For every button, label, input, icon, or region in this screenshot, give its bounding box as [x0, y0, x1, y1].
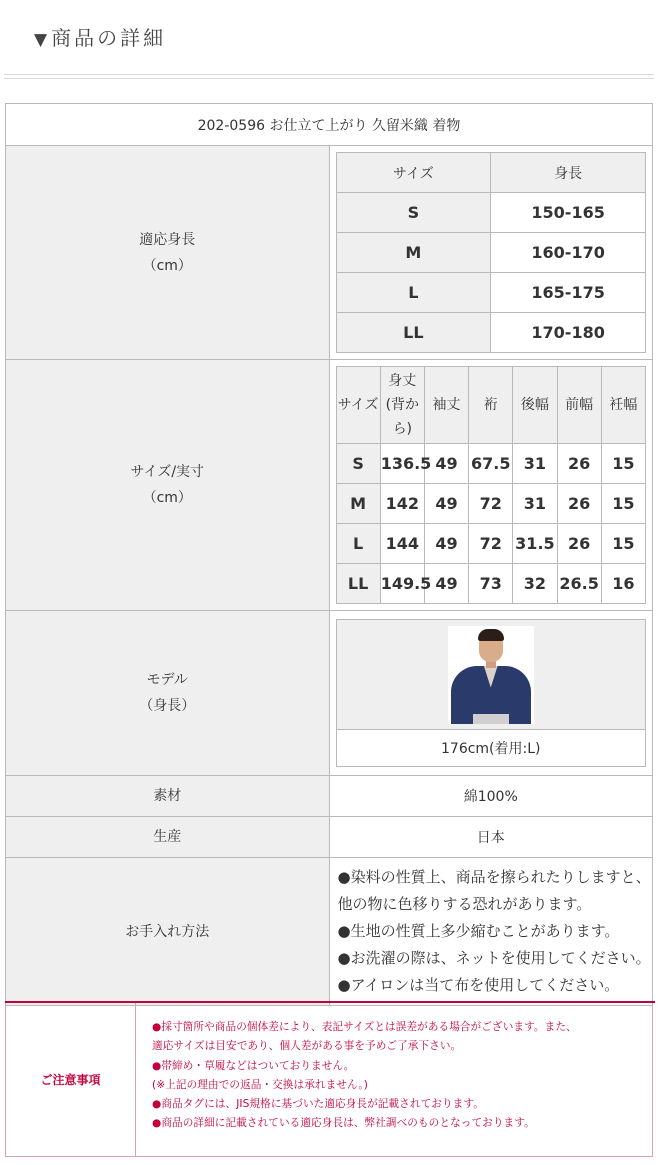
notice-table	[5, 1002, 653, 1157]
actual-size-cell	[329, 360, 653, 611]
model-caption: 176cm(着用:L)	[336, 730, 646, 767]
material-label: 素材	[6, 776, 330, 817]
table-row: M 160-170	[336, 233, 646, 273]
material-value: 綿100%	[329, 776, 653, 817]
fit-height-cell	[329, 146, 653, 360]
table-row: S 136.5 49 67.5 31 26 15	[336, 444, 646, 484]
actual-size-table	[336, 366, 647, 604]
model-box	[336, 619, 647, 767]
model-cell	[329, 611, 653, 776]
model-photo-area	[336, 620, 646, 730]
header-size: サイズ	[336, 153, 491, 193]
model-photo	[448, 626, 534, 724]
notice-top-border	[5, 1001, 655, 1003]
heading-divider-bottom	[4, 78, 654, 79]
care-instructions: ●染料の性質上、商品を擦られたりしますと、 他の物に色移りする恐れがあります。 ●生地の性質上多少縮むことがあります。 ●お洗濯の際は、ネットを使用してください。 ●アイロンは当て布を使用してください。	[329, 858, 653, 1006]
origin-label: 生産	[6, 817, 330, 858]
fit-height-label: 適応身長 （cm）	[6, 146, 330, 360]
undergarment-shape	[473, 714, 509, 724]
triangle-down-icon: ▼	[34, 30, 48, 50]
notice-body: ●採寸箇所や商品の個体差により、表記サイズとは誤差がある場合がございます。また、 適応サイズは目安であり、個人差がある事を予めご了承下さい。 ●帯締め・草履などはついておりません。 (※上記の理由での返品・交換は承れません。) ●商品タグには、JIS規格に基づいた適応身長が記載されております。 ●商品の詳細に記載されている適応身長は、弊社調べのものとなっております。	[136, 1003, 653, 1157]
fit-height-table	[336, 152, 647, 353]
care-label: お手入れ方法	[6, 858, 330, 1006]
table-header-row	[336, 153, 646, 193]
section-heading-text: 商品の詳細	[51, 26, 167, 50]
table-row: LL 170-180	[336, 313, 646, 353]
model-label: モデル （身長）	[6, 611, 330, 776]
actual-size-label: サイズ/実寸 （cm）	[6, 360, 330, 611]
section-heading	[34, 22, 166, 54]
header-height: 身長	[491, 153, 646, 193]
table-row: L 144 49 72 31.5 26 15	[336, 524, 646, 564]
table-row: L 165-175	[336, 273, 646, 313]
notice-label: ご注意事項	[6, 1003, 136, 1157]
table-row: LL 149.5 49 73 32 26.5 16	[336, 564, 646, 604]
table-row: M 142 49 72 31 26 15	[336, 484, 646, 524]
product-detail-table	[5, 103, 653, 1006]
table-header-row: サイズ 身丈(背から) 袖丈 裄 後幅 前幅 衽幅	[336, 367, 646, 444]
product-title: 202-0596 お仕立て上がり 久留米織 着物	[6, 104, 653, 146]
origin-value: 日本	[329, 817, 653, 858]
table-row: S 150-165	[336, 193, 646, 233]
heading-divider-top	[4, 74, 654, 75]
hair-shape	[478, 629, 504, 641]
